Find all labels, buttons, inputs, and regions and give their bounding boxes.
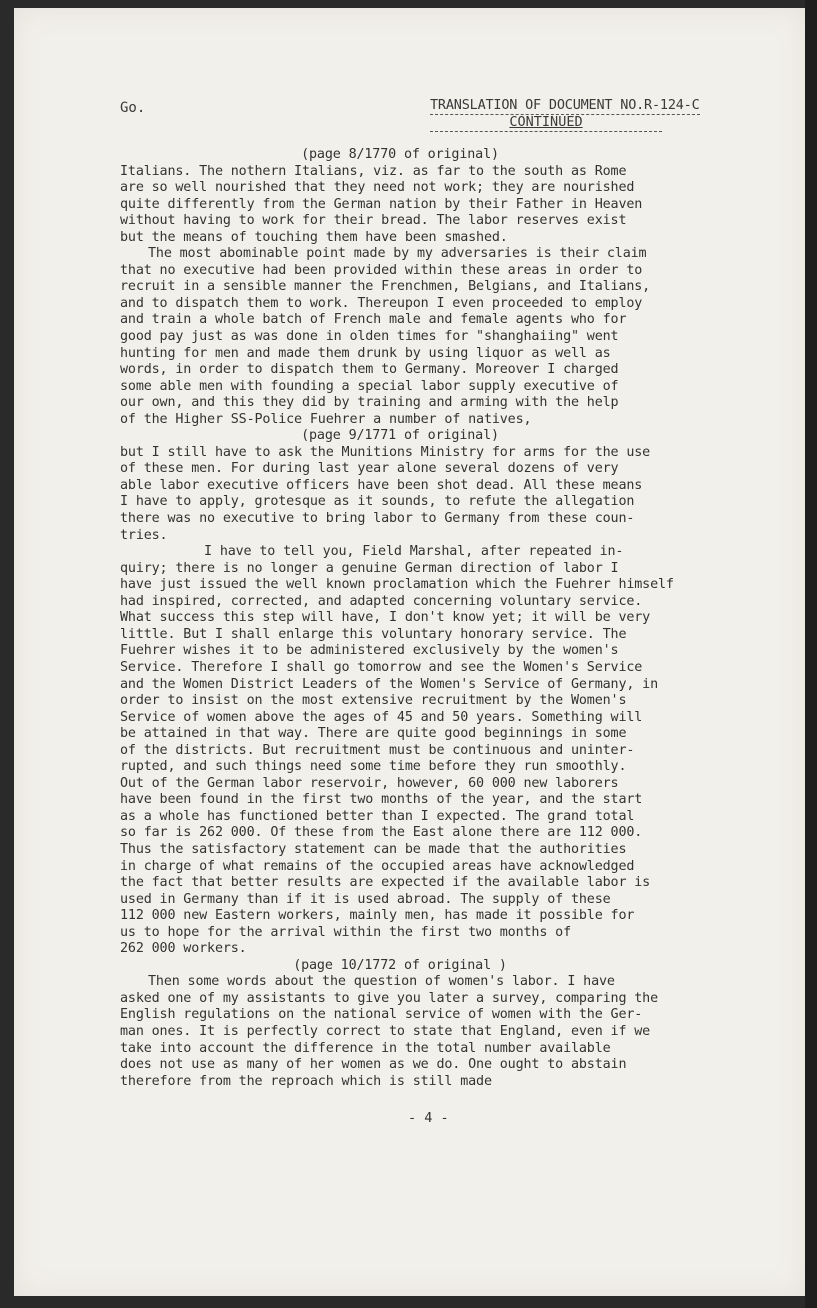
text-line: so far is 262 000. Of these from the East alone there are 112 000.	[120, 825, 643, 841]
text-line: that no executive had been provided within these areas in order to	[120, 262, 643, 278]
text-line: there was no executive to bring labor to Germany from these coun-	[120, 511, 635, 527]
text-line: be attained in that way. There are quite good beginnings in some	[120, 726, 627, 742]
text-line: the fact that better results are expected if the available labor is	[120, 875, 651, 891]
text-line: What success this step will have, I don't know yet; it will be very	[120, 610, 651, 626]
text-line: have been found in the first two months of the year, and the start	[120, 792, 643, 808]
text-line: as a whole has functioned better than I expected. The grand total	[120, 808, 635, 824]
subtitle-text: CONTINUED	[509, 114, 583, 130]
text-line: quite differently from the German nation by their Father in Heaven	[120, 196, 643, 212]
text-line: had inspired, corrected, and adapted concerning voluntary service.	[120, 593, 643, 609]
text-line: recruit in a sensible manner the Frenchmen, Belgians, and Italians,	[120, 279, 651, 295]
text-line: but I still have to ask the Munitions Ministry for arms for the use	[120, 444, 651, 460]
text-line: asked one of my assistants to give you later a survey, comparing the	[120, 990, 659, 1006]
text-line: hunting for men and made them drunk by using liquor as well as	[120, 345, 611, 361]
text-line: Thus the satisfactory statement can be made that the authorities	[120, 841, 627, 857]
text-line: of the Higher SS-Police Fuehrer a number of natives,	[120, 411, 532, 427]
document-code: Go.	[120, 100, 146, 116]
text-line: of these men. For during last year alone several dozens of very	[120, 461, 619, 477]
text-line: therefore from the reproach which is still made	[120, 1073, 492, 1089]
text-line: but the means of touching them have been smashed.	[120, 229, 508, 245]
text-line: tries.	[120, 527, 168, 543]
text-line: English regulations on the national service of women with the Ger-	[120, 1007, 643, 1023]
text-line: some able men with founding a special labor supply executive of	[120, 378, 619, 394]
text-line: good pay just as was done in olden times for "shanghaiing" went	[120, 329, 619, 345]
text-line: take into account the difference in the total number available	[120, 1040, 611, 1056]
text-line: man ones. It is perfectly correct to state that England, even if we	[120, 1023, 651, 1039]
page-reference: (page 8/1770 of original)	[301, 147, 499, 162]
text-line: without having to work for their bread. The labor reserves exist	[120, 213, 627, 229]
text-line: have just issued the well known proclamation which the Fuehrer himself	[120, 577, 674, 593]
scan-edge	[805, 0, 817, 1308]
text-line: and to dispatch them to work. Thereupon I even proceeded to employ	[120, 295, 643, 311]
text-line: little. But I shall enlarge this voluntary honorary service. The	[120, 626, 627, 642]
text-line: order to insist on the most extensive recruitment by the Women's	[120, 693, 627, 709]
text-line: Out of the German labor reservoir, however, 60 000 new laborers	[120, 775, 619, 791]
text-line: 112 000 new Eastern workers, mainly men, has made it possible for	[120, 908, 635, 924]
text-line: The most abominable point made by my adversaries is their claim	[148, 246, 647, 262]
document-title: TRANSLATION OF DOCUMENT NO.R-124-C	[430, 97, 700, 113]
page-reference: (page 9/1771 of original)	[301, 428, 499, 444]
text-line: 262 000 workers.	[120, 941, 247, 957]
text-line: I have to tell you, Field Marshal, after repeated in-	[204, 544, 624, 560]
text-line: of the districts. But recruitment must be continuous and uninter-	[120, 742, 635, 758]
text-line: and train a whole batch of French male and female agents who for	[120, 312, 627, 328]
text-line: able labor executive officers have been shot dead. All these means	[120, 477, 643, 493]
text-line: in charge of what remains of the occupied areas have acknowledged	[120, 858, 635, 874]
text-line: us to hope for the arrival within the first two months of	[120, 924, 571, 940]
text-line: words, in order to dispatch them to Germany. Moreover I charged	[120, 362, 619, 378]
text-line: and the Women District Leaders of the Women's Service of Germany, in	[120, 676, 659, 692]
text-line: our own, and this they did by training and arming with the help	[120, 395, 619, 411]
text-line: Fuehrer wishes it to be administered exclusively by the women's	[120, 643, 619, 659]
text-line: Service of women above the ages of 45 and 50 years. Something will	[120, 709, 643, 725]
text-line: Then some words about the question of women's labor. I have	[148, 974, 615, 990]
document-subtitle	[430, 114, 662, 132]
text-line: rupted, and such things need some time before they run smoothly.	[120, 759, 627, 775]
text-line: used in Germany than if it is used abroad. The supply of these	[120, 891, 611, 907]
text-line: Italians. The nothern Italians, viz. as far to the south as Rome	[120, 163, 627, 179]
page-reference: (page 10/1772 of original )	[293, 957, 507, 973]
text-line: I have to apply, grotesque as it sounds, to refute the allegation	[120, 494, 635, 510]
text-line: does not use as many of her women as we do. One ought to abstain	[120, 1057, 627, 1073]
text-line: quiry; there is no longer a genuine German direction of labor I	[120, 560, 619, 576]
text-line: are so well nourished that they need not work; they are nourished	[120, 180, 635, 196]
text-line: Service. Therefore I shall go tomorrow and see the Women's Service	[120, 659, 643, 675]
page-number: - 4 -	[408, 1110, 449, 1126]
body-text	[120, 147, 720, 1090]
